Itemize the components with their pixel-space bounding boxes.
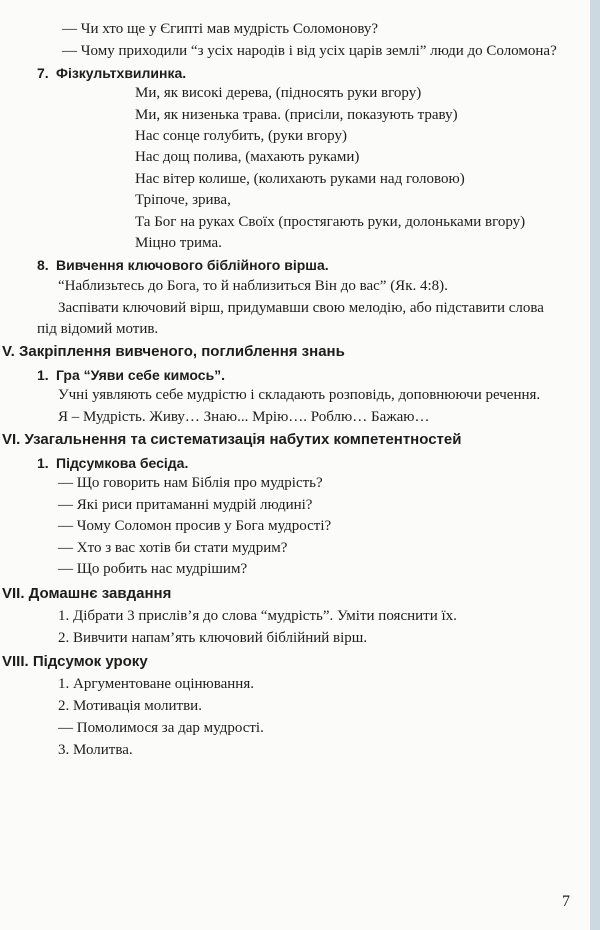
poem-line: Ми, як низенька трава. (присіли, показують траву) xyxy=(135,107,458,123)
question-line: — Що говорить нам Біблія про мудрість? xyxy=(58,475,323,491)
question-line: — Хто з вас хотів би стати мудрим? xyxy=(58,540,288,556)
section-heading: VIII. Підсумок уроку xyxy=(2,653,148,670)
question-line: — Чи хто ще у Єгипті мав мудрість Соломонову? xyxy=(62,21,379,37)
page-edge xyxy=(590,0,600,930)
poem-line: Нас дощ полива, (махають руками) xyxy=(135,149,360,165)
item-title: Вивчення ключового біблійного вірша. xyxy=(56,257,329,273)
section-heading: VI. Узагальнення та систематизація набутих компетентностей xyxy=(2,431,462,448)
poem-line: Ми, як високі дерева, (підносять руки вгору) xyxy=(135,85,422,101)
poem-line: Тріпоче, зрива, xyxy=(135,192,231,208)
text-line: Заспівати ключовий вірш, придумавши свою мелодію, або підставити слова xyxy=(58,300,544,316)
poem-line: Нас сонце голубить, (руки вгору) xyxy=(135,128,347,144)
item-number: 8. xyxy=(37,257,49,273)
text-line: Я – Мудрість. Живу… Знаю... Мрію…. Роблю… Бажаю… xyxy=(58,409,430,425)
item-title: Фізкультхвилинка. xyxy=(56,65,187,81)
item-number: 1. xyxy=(37,455,49,471)
item-title: Гра “Уяви себе кимось”. xyxy=(56,367,226,383)
question-line: — Які риси притаманні мудрій людині? xyxy=(58,497,313,513)
task-line: 1. Дібрати 3 прислів’я до слова “мудрість”. Уміти пояснити їх. xyxy=(58,608,457,624)
key-verse: “Наблизьтесь до Бога, то й наблизиться Він до вас” (Як. 4:8). xyxy=(58,278,448,294)
question-line: — Чому приходили “з усіх народів і від усіх царів землі” люди до Соломона? xyxy=(62,43,557,59)
item-number: 7. xyxy=(37,65,49,81)
task-line: 2. Вивчити напам’ять ключовий біблійний вірш. xyxy=(58,630,368,646)
summary-line: 2. Мотивація молитви. xyxy=(58,698,202,714)
text-line: Учні уявляють себе мудрістю і складають розповідь, доповнюючи речення. xyxy=(58,387,541,403)
page-number: 7 xyxy=(562,893,570,910)
summary-line: — Помолимося за дар мудрості. xyxy=(58,720,264,736)
question-line: — Що робить нас мудрішим? xyxy=(58,561,248,577)
item-number: 1. xyxy=(37,367,49,383)
summary-line: 3. Молитва. xyxy=(58,742,133,758)
section-heading: VII. Домашнє завдання xyxy=(2,585,172,602)
poem-line: Та Бог на руках Своїх (простягають руки, долоньками вгору) xyxy=(135,214,526,230)
question-line: — Чому Соломон просив у Бога мудрості? xyxy=(58,518,332,534)
section-heading: V. Закріплення вивченого, поглиблення знань xyxy=(2,343,345,360)
poem-line: Нас вітер колише, (колихають руками над головою) xyxy=(135,171,465,187)
poem-line: Міцно трима. xyxy=(135,235,222,251)
summary-line: 1. Аргументоване оцінювання. xyxy=(58,676,254,692)
text-line: під відомий мотив. xyxy=(37,321,159,337)
item-title: Підсумкова бесіда. xyxy=(56,455,189,471)
